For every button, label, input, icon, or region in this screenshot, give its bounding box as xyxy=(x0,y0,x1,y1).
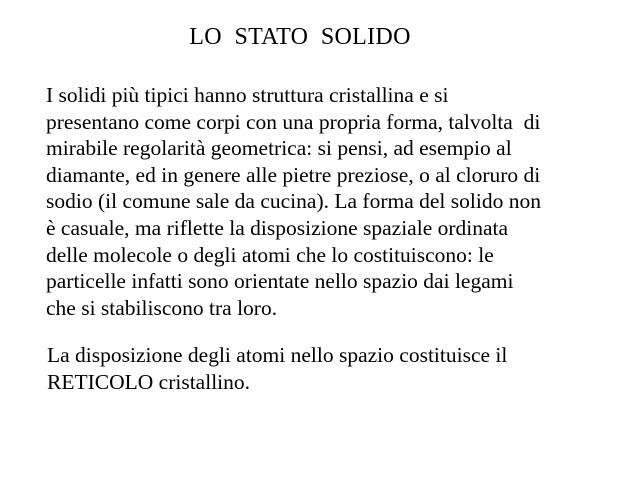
text-line: La disposizione degli atomi nello spazio costituisce il xyxy=(47,343,508,367)
text-line: delle molecole o degli atomi che lo costituiscono: le xyxy=(46,242,494,267)
paragraph-solid-structure xyxy=(46,82,616,321)
text-line: presentano come corpi con una propria forma, talvolta di xyxy=(46,109,541,134)
text-line: particelle infatti sono orientate nello spazio dai legami xyxy=(46,269,514,294)
text-line: sodio (il comune sale da cucina). La forma del solido non xyxy=(46,189,541,214)
text-line: RETICOLO cristallino. xyxy=(47,369,251,394)
text-line: che si stabiliscono tra loro. xyxy=(46,295,278,320)
paragraph-crystal-lattice xyxy=(47,342,617,395)
text-line: I solidi più tipici hanno struttura cristallina e si xyxy=(46,83,449,107)
text-line: è casuale, ma riflette la disposizione spaziale ordinata xyxy=(46,215,509,240)
text-line: diamante, ed in genere alle pietre preziose, o al cloruro di xyxy=(46,162,541,187)
text-line: mirabile regolarità geometrica: si pensi, ad esempio al xyxy=(46,136,512,161)
slide-title: LO STATO SOLIDO xyxy=(189,24,411,50)
